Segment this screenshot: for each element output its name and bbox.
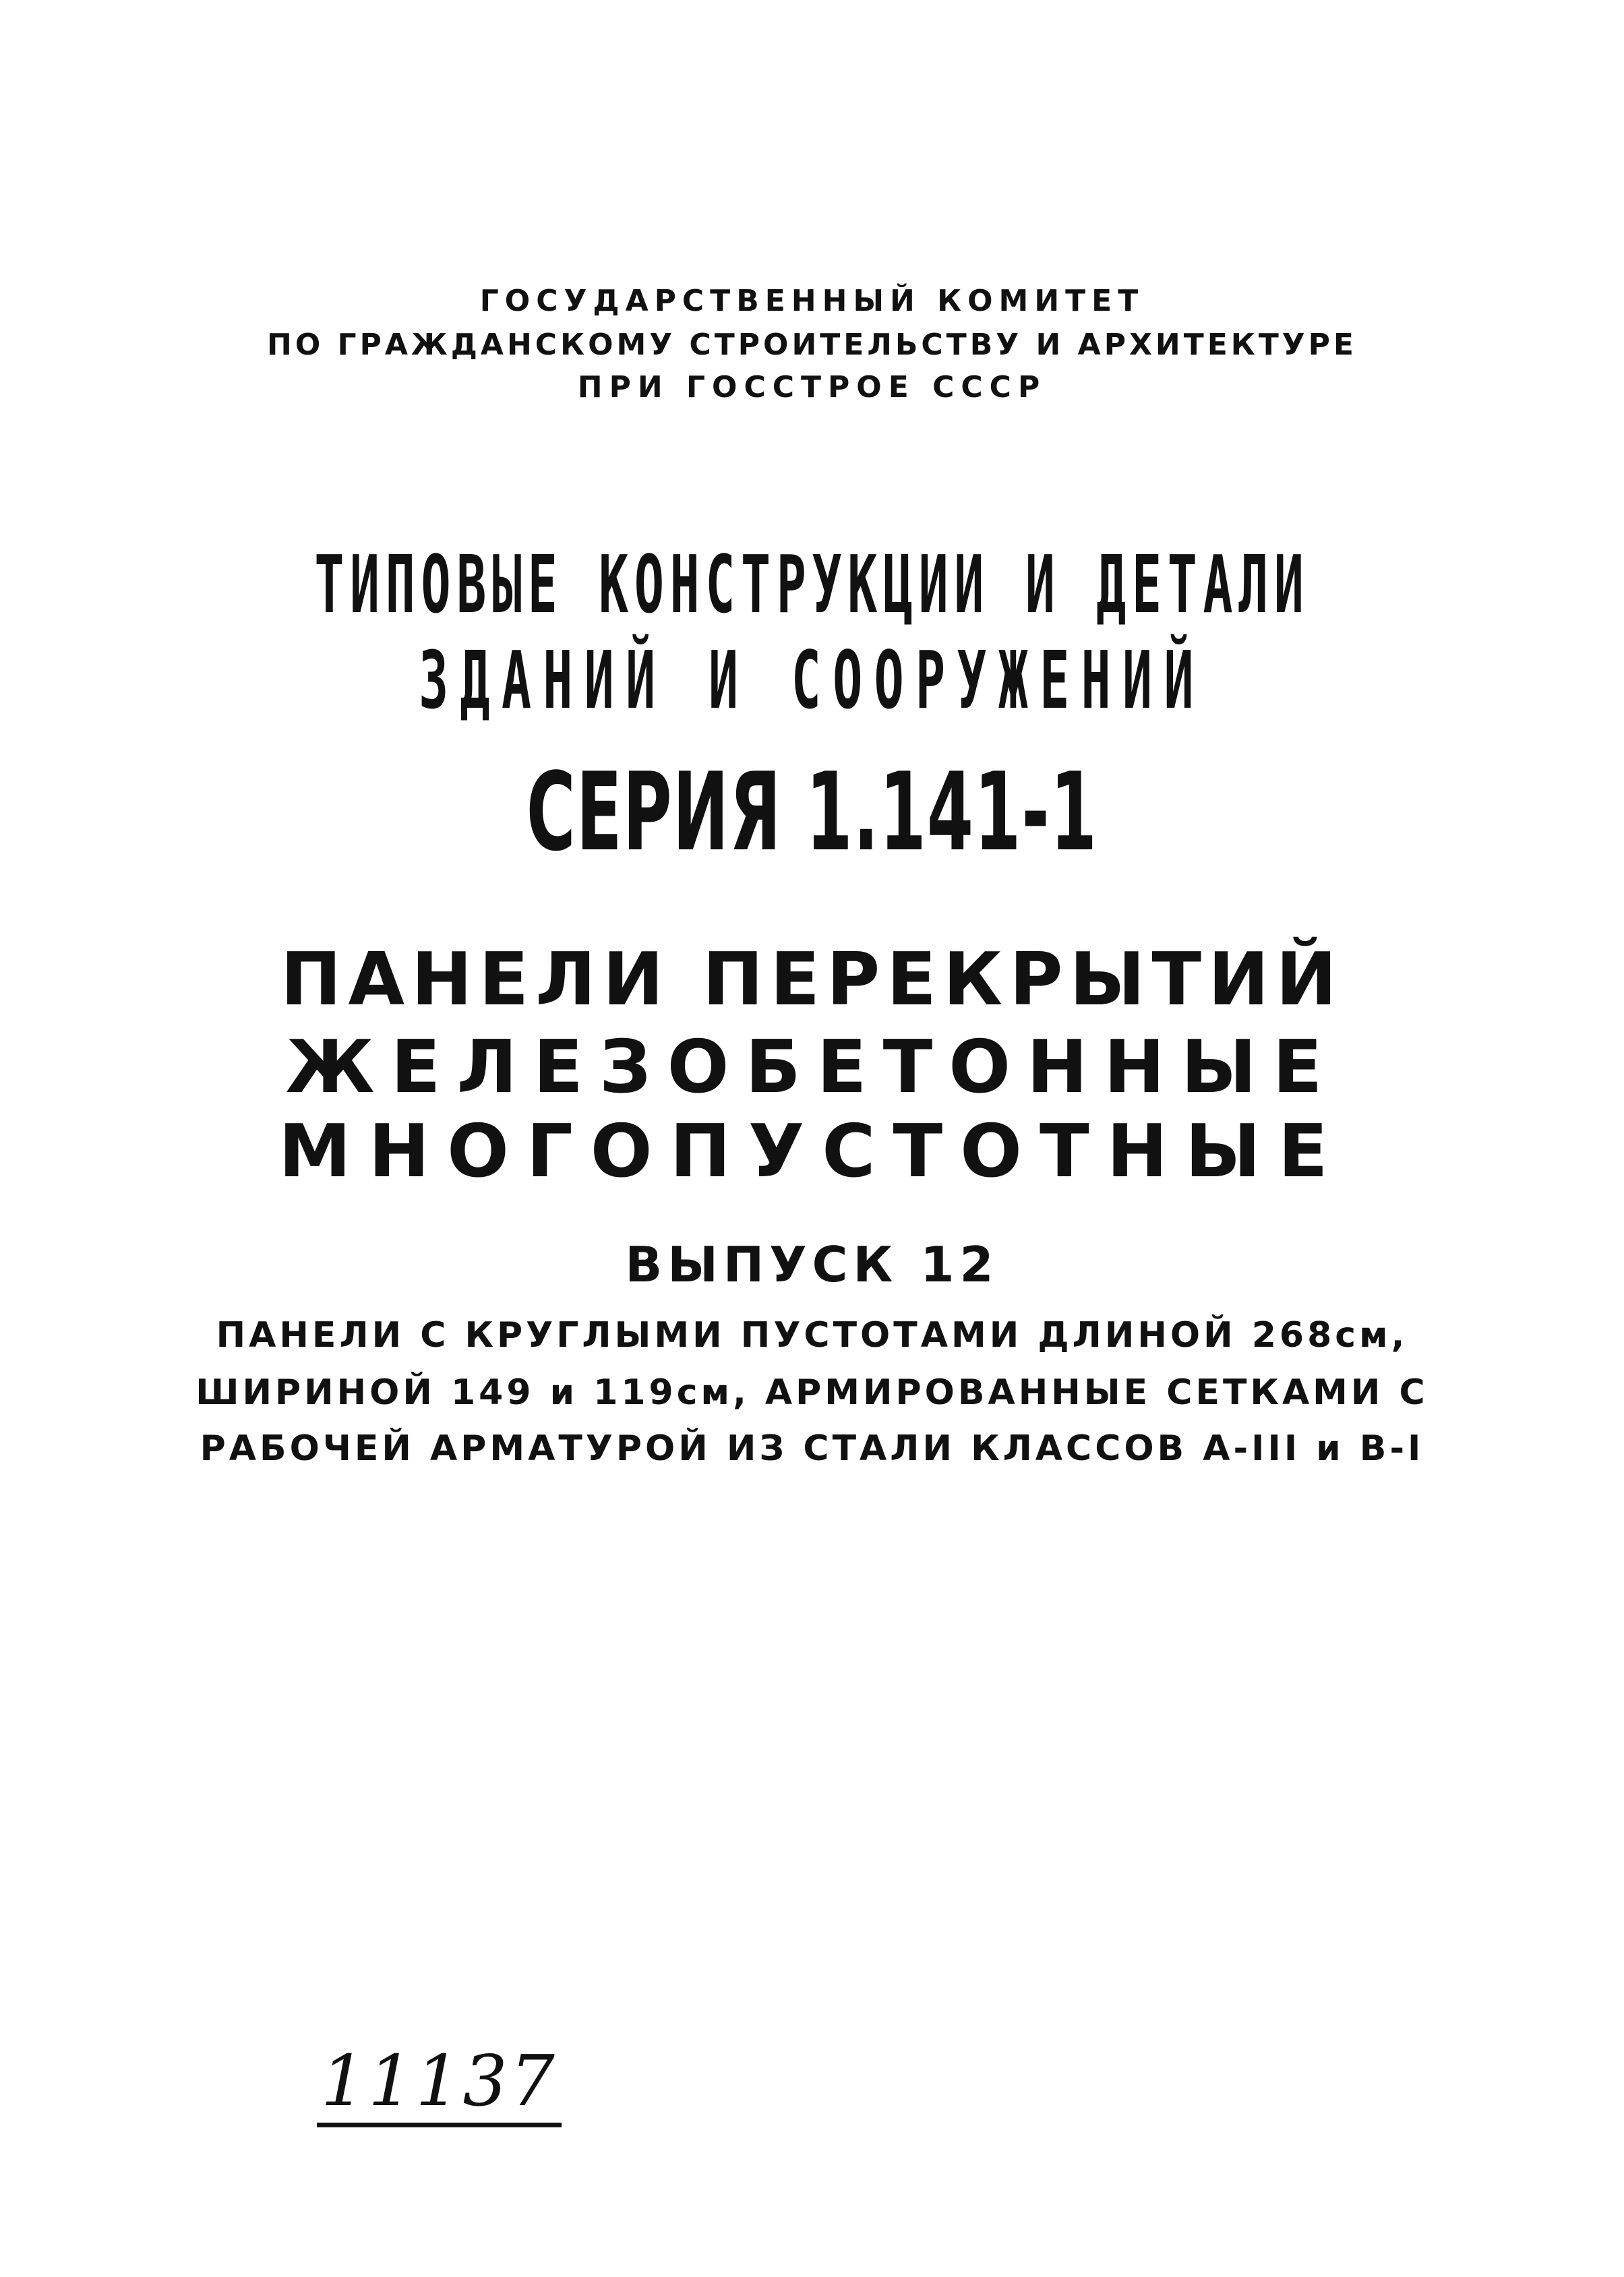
product-title-line-2: ЖЕЛЕЗОБЕТОННЫЕ [285, 1025, 1339, 1110]
ministry-line-1: ГОСУДАРСТВЕННЫЙ КОМИТЕТ [479, 284, 1145, 318]
description-line-1: ПАНЕЛИ С КРУГЛЫМИ ПУСТОТАМИ ДЛИНОЙ 268см, [216, 1315, 1408, 1356]
description-line-2: ШИРИНОЙ 149 и 119см, АРМИРОВАННЫЕ СЕТКАМИ С [196, 1372, 1428, 1413]
issue-title: ВЫПУСК 12 [625, 1236, 999, 1293]
ministry-line-3: ПРИ ГОССТРОЕ СССР [577, 370, 1047, 404]
ministry-line-2: ПО ГРАЖДАНСКОМУ СТРОИТЕЛЬСТВУ И АРХИТЕКТУРЕ [267, 328, 1357, 362]
collection-title-line-2: ЗДАНИЙ И СООРУЖЕНИЙ [419, 634, 1205, 727]
series-title: СЕРИЯ 1.141-1 [526, 749, 1098, 875]
handwritten-inventory-number: 11137 [317, 2046, 562, 2127]
product-title-line-3: МНОГОПУСТОТНЫЕ [278, 1110, 1346, 1194]
product-title-line-1: ПАНЕЛИ ПЕРЕКРЫТИЙ [280, 938, 1344, 1022]
description-line-3: РАБОЧЕЙ АРМАТУРОЙ ИЗ СТАЛИ КЛАССОВ А-III и В-I [200, 1428, 1424, 1469]
collection-title-line-1: ТИПОВЫЕ КОНСТРУКЦИИ И ДЕТАЛИ [314, 538, 1310, 631]
